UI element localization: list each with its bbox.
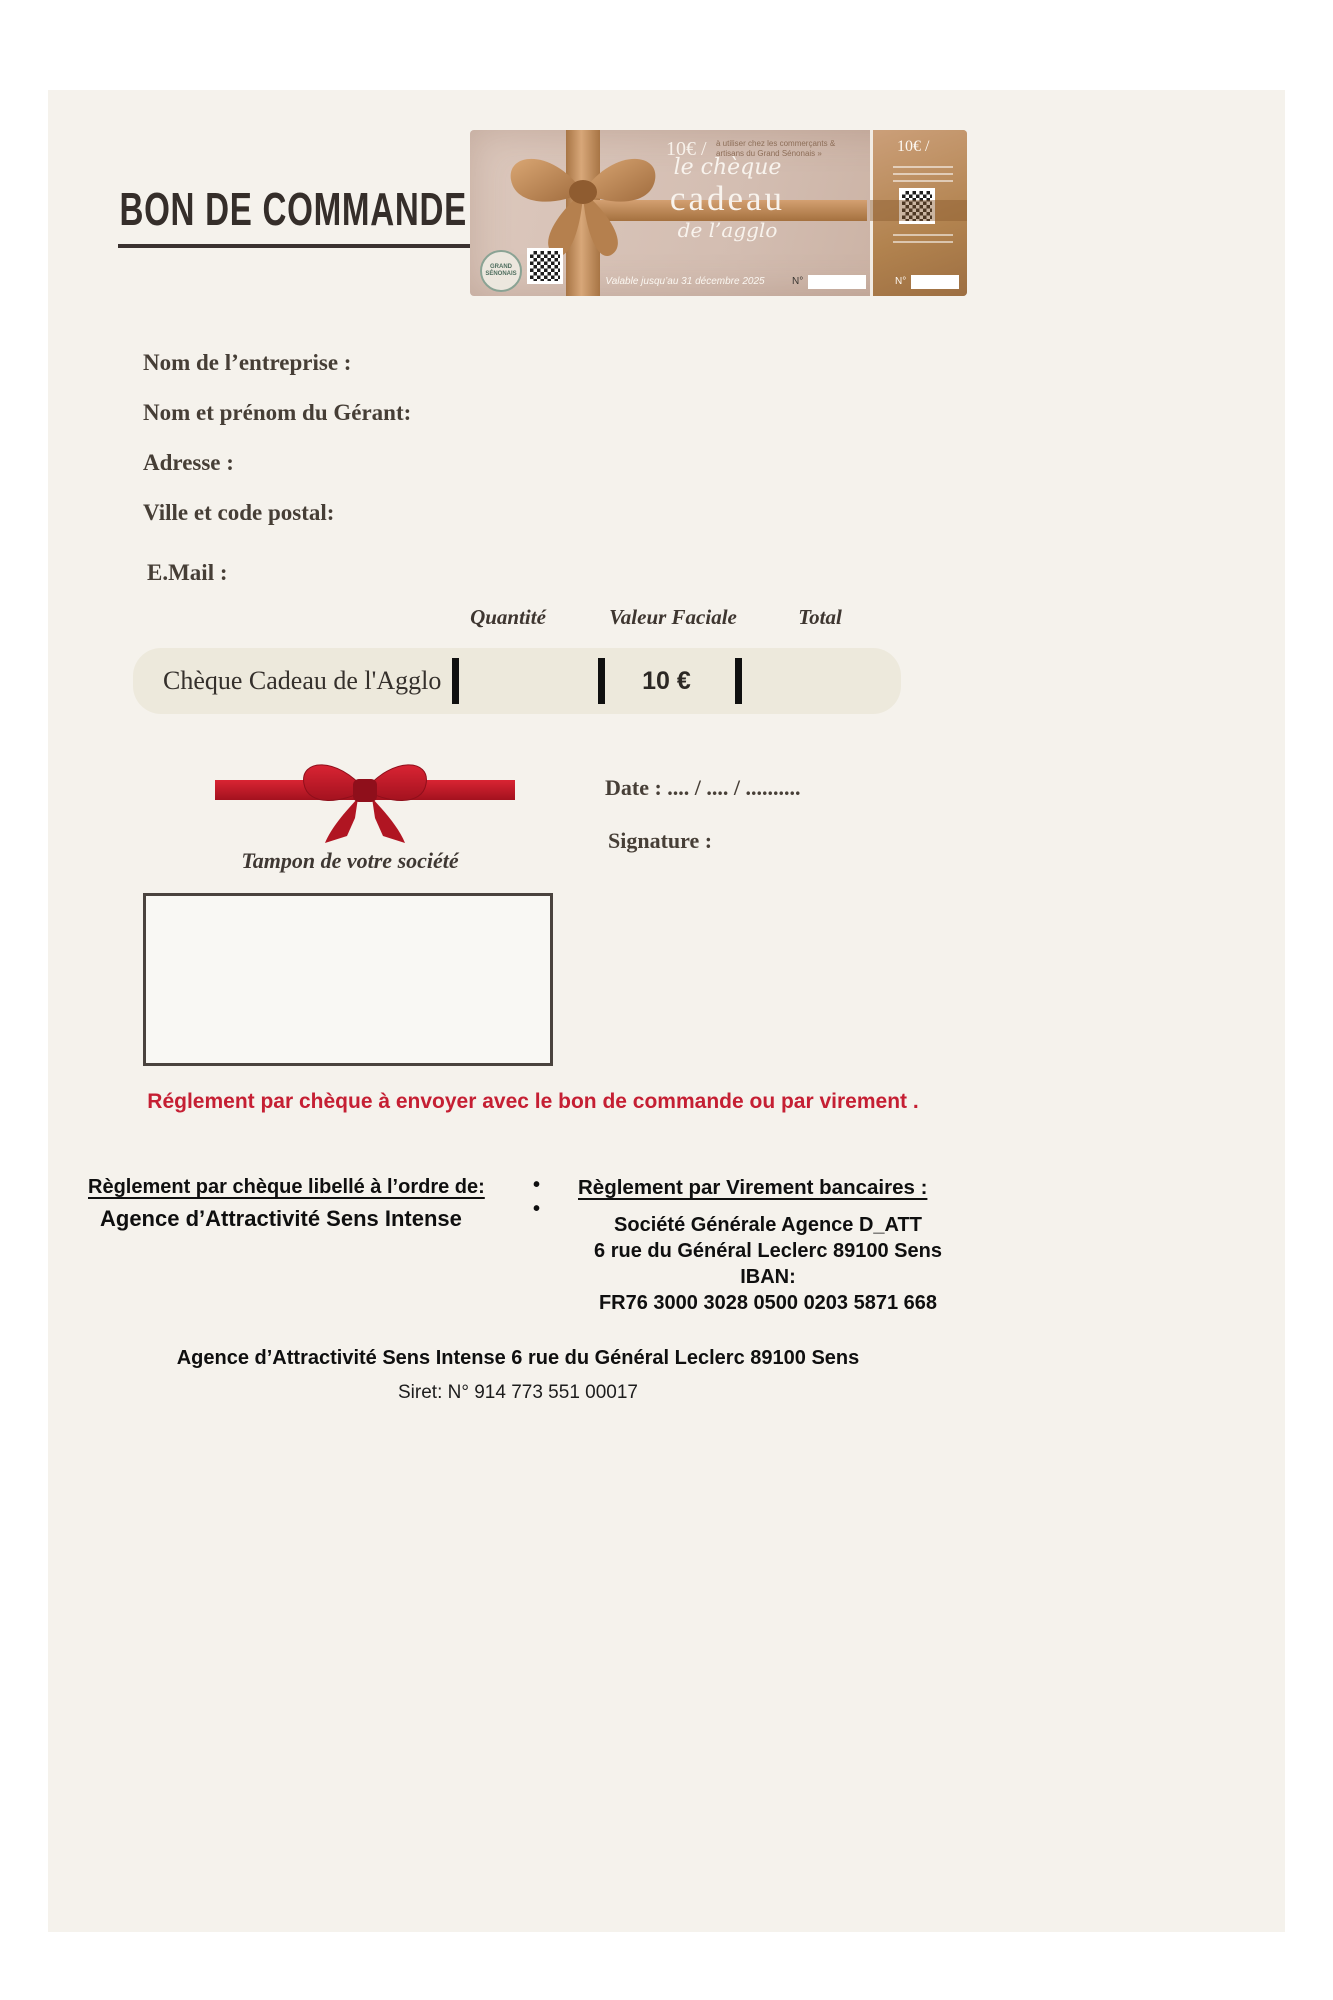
voucher-brand-line1: le chèque [673, 155, 782, 180]
footer-siret: Siret: N° 914 773 551 00017 [398, 1382, 638, 1403]
table-row [133, 648, 901, 714]
transfer-payment-heading: Règlement par Virement bancaires : [578, 1176, 928, 1199]
column-header-total: Total [798, 605, 842, 629]
cheque-payee: Agence d’Attractivité Sens Intense [100, 1206, 462, 1231]
transfer-iban-label: IBAN: [740, 1266, 796, 1288]
stub-text-line [893, 166, 953, 168]
transfer-bank: Société Générale Agence D_ATT [614, 1214, 922, 1236]
payment-notice: Réglement par chèque à envoyer avec le bon de commande ou par virement . [147, 1090, 919, 1113]
bullet-point: • [533, 1174, 541, 1196]
field-address: Adresse : [143, 450, 234, 475]
page-title: BON DE COMMANDE [118, 182, 474, 248]
date-label: Date : .... / .... / .......... [605, 775, 801, 800]
stub-text-line [893, 241, 953, 243]
voucher-validity: Valable jusqu’au 31 décembre 2025 [605, 276, 765, 287]
ribbon-horizontal-stub [870, 200, 967, 221]
grand-senonais-logo: GRAND SÉNONAIS [480, 250, 522, 292]
stub-text-line [893, 180, 953, 182]
footer-address: Agence d’Attractivité Sens Intense 6 rue du Général Leclerc 89100 Sens [176, 1347, 860, 1369]
bullet-point: • [533, 1198, 541, 1220]
voucher-brand-line2: cadeau [669, 179, 786, 218]
field-company-name: Nom de l’entreprise : [143, 350, 352, 375]
stub-amount: 10€ / [897, 138, 930, 155]
voucher-number-label: N° [792, 276, 804, 287]
column-divider [735, 658, 742, 704]
field-city-postcode: Ville et code postal: [143, 500, 335, 525]
transfer-iban-value: FR76 3000 3028 0500 0203 5871 668 [598, 1292, 938, 1314]
stub-text-line [893, 234, 953, 236]
voucher-number-field [808, 275, 866, 289]
voucher-brand-line3: de l’agglo [677, 218, 778, 242]
qr-code-icon [527, 248, 563, 284]
product-label: Chèque Cadeau de l'Agglo [163, 666, 442, 695]
gift-voucher-image [470, 130, 967, 296]
voucher-brand-text [635, 156, 820, 242]
transfer-details [573, 1212, 963, 1316]
field-manager-name: Nom et prénom du Gérant: [143, 400, 412, 425]
stamp-box [143, 893, 553, 1066]
red-bow-icon [215, 750, 515, 845]
stub-number-label: N° [895, 276, 907, 287]
voucher-usage-note: à utiliser chez les commerçants & artisans du Grand Sénonais » [716, 139, 836, 158]
face-value: 10 € [642, 667, 691, 695]
transfer-address: 6 rue du Général Leclerc 89100 Sens [594, 1240, 942, 1262]
voucher-amount: 10€ / [666, 138, 707, 160]
field-email: E.Mail : [147, 560, 228, 585]
stub-text-line [893, 173, 953, 175]
column-header-quantity: Quantité [470, 605, 546, 629]
stamp-caption: Tampon de votre société [241, 848, 459, 873]
signature-label: Signature : [608, 828, 713, 853]
stub-number-field [911, 275, 959, 289]
cheque-payment-heading: Règlement par chèque libellé à l’ordre de: [88, 1176, 485, 1198]
column-header-face-value: Valeur Faciale [609, 605, 737, 629]
column-divider [452, 658, 459, 704]
document-sheet [48, 90, 1285, 1932]
